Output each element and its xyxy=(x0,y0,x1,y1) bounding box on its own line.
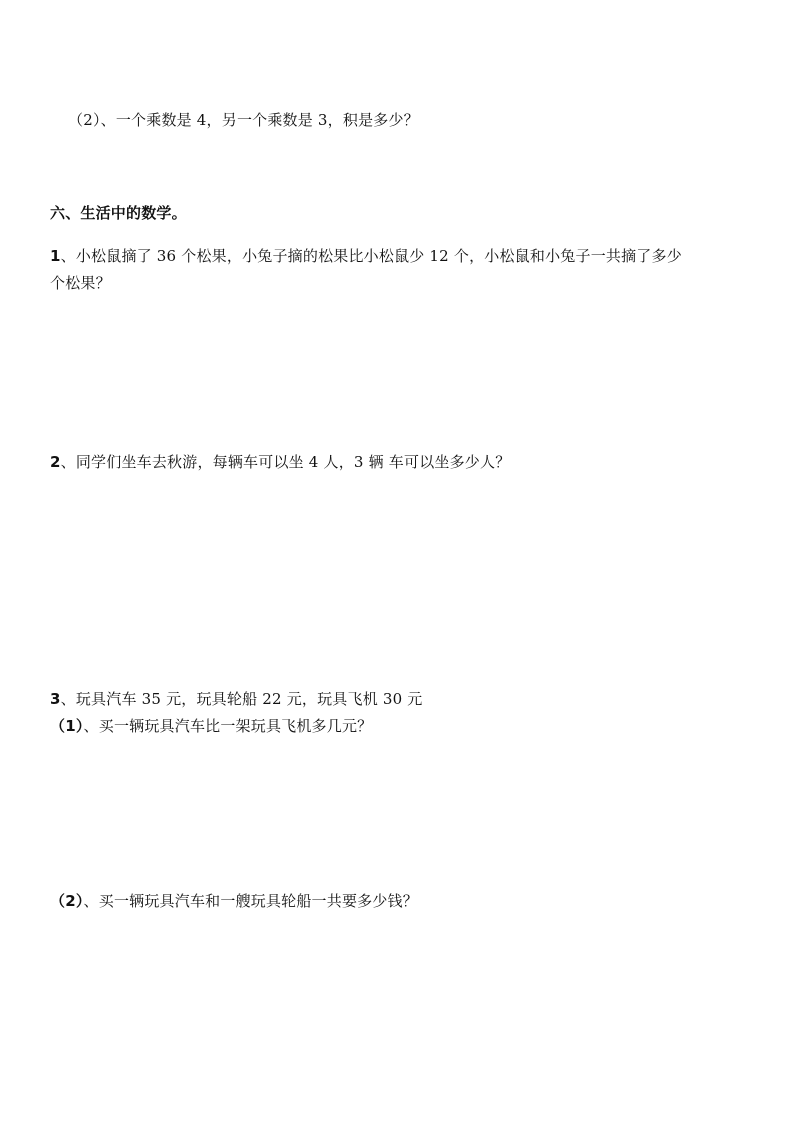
question-3-sub-2 xyxy=(50,891,418,911)
question-3-number: 3 xyxy=(50,690,61,708)
question-3-sub-2-text: 、买一辆玩具汽车和一艘玩具轮船一共要多少钱？ xyxy=(83,892,418,910)
question-1-number: 1 xyxy=(50,247,61,265)
question-3-sub-1 xyxy=(50,716,372,736)
question-2 xyxy=(50,452,510,472)
question-1-line-1 xyxy=(50,246,682,266)
question-1-line-2: 个松果？ xyxy=(50,274,111,292)
section-title: 六、生活中的数学。 xyxy=(50,204,187,222)
question-3-sub-2-number: （2） xyxy=(50,892,84,910)
question-3-sub-1-number: （1） xyxy=(50,717,84,735)
question-2-number: 2 xyxy=(50,453,61,471)
previous-question-2: （2）、一个乘数是 4，另一个乘数是 3，积是多少？ xyxy=(68,111,419,129)
question-1-text: 、小松鼠摘了 36 个松果，小兔子摘的松果比小松鼠少 12 个，小松鼠和小兔子一共摘了多少 xyxy=(60,247,682,265)
question-3-text: 、玩具汽车 35 元，玩具轮船 22 元，玩具飞机 30 元 xyxy=(60,690,423,708)
question-2-text: 、同学们坐车去秋游，每辆车可以坐 4 人，3 辆 车可以坐多少人？ xyxy=(60,453,511,471)
question-3-sub-1-text: 、买一辆玩具汽车比一架玩具飞机多几元？ xyxy=(83,717,373,735)
question-3-stem xyxy=(50,689,423,709)
